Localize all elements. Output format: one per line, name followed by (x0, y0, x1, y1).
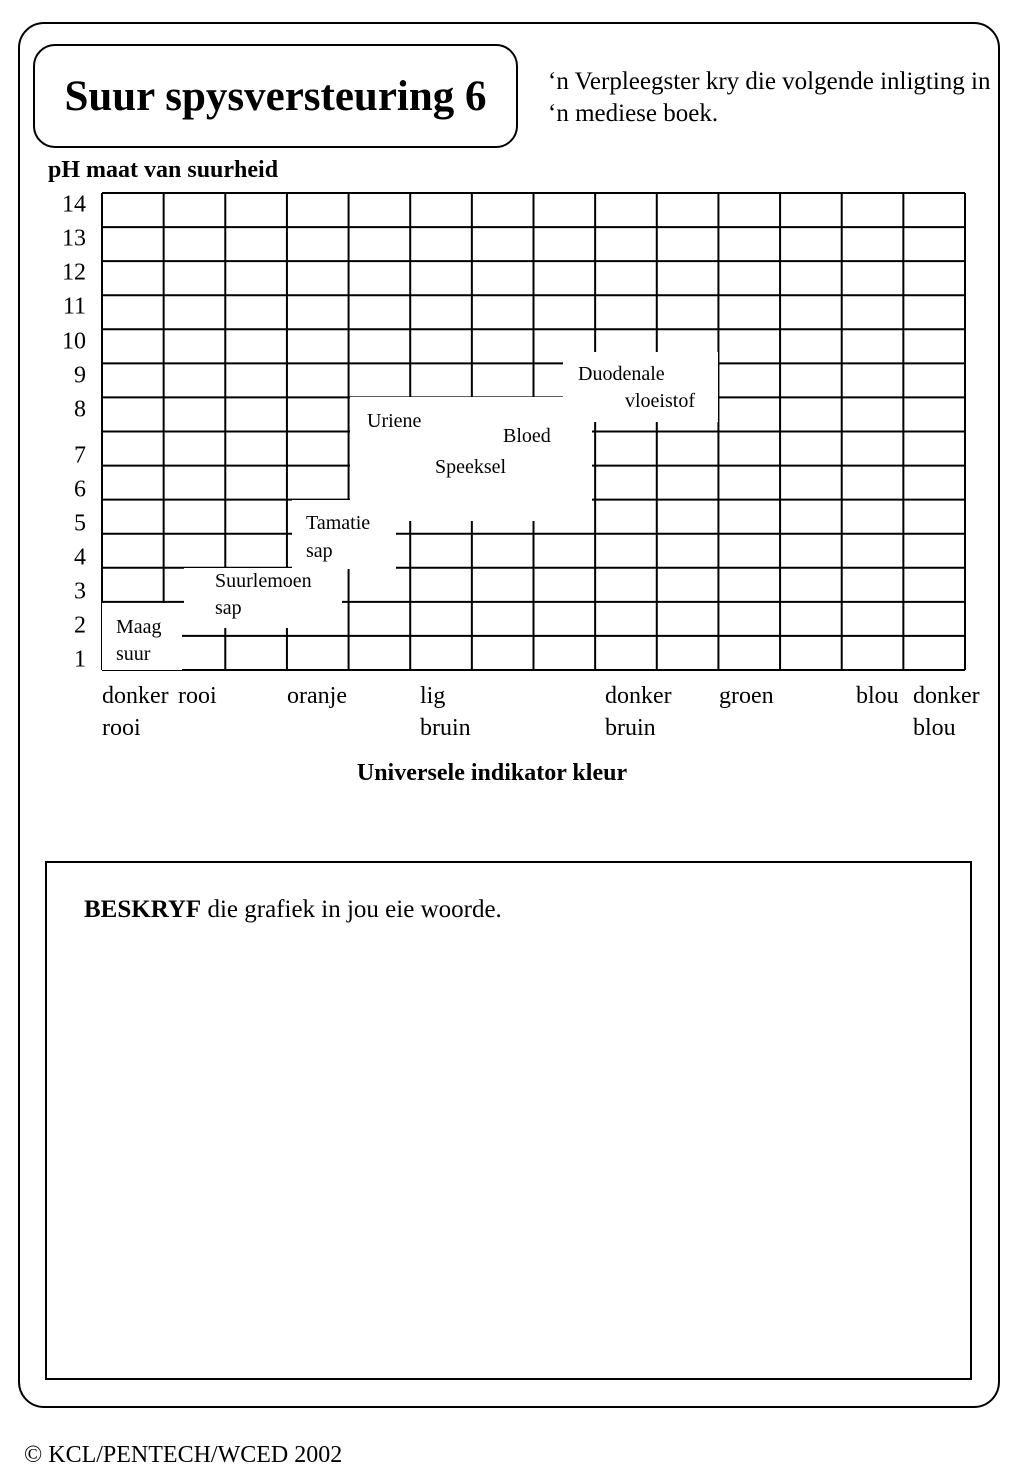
y-tick-label: 5 (74, 510, 86, 537)
y-tick-label: 12 (62, 259, 86, 286)
y-tick-label: 4 (74, 544, 86, 571)
y-tick-label: 13 (62, 225, 86, 252)
annotation-label: Maag (116, 616, 162, 638)
annotation-label: vloeistof (625, 390, 695, 412)
y-tick-label: 9 (74, 362, 86, 389)
y-tick-label: 11 (62, 293, 86, 320)
annotation-label: Tamatie (306, 512, 371, 534)
annotation-label: sap (215, 597, 242, 619)
y-tick-label: 3 (74, 578, 86, 605)
annotation-label: Duodenale (578, 363, 665, 385)
x-tick-label: bruin (420, 715, 471, 741)
answer-prompt-bold: BESKRYF (84, 896, 202, 923)
x-tick-label: blou (856, 683, 899, 709)
y-tick-label: 1 (74, 646, 86, 673)
answer-box[interactable] (45, 861, 972, 1380)
x-tick-label: rooi (102, 715, 141, 741)
copyright: © KCL/PENTECH/WCED 2002 (24, 1442, 343, 1468)
y-tick-label: 7 (74, 442, 86, 469)
x-tick-label: donker (102, 683, 169, 709)
answer-prompt-rest: die grafiek in jou eie woorde. (201, 896, 502, 923)
x-tick-label: oranje (287, 683, 347, 709)
page-title: Suur spysversteuring 6 (64, 72, 487, 120)
x-tick-label: bruin (605, 715, 656, 741)
x-tick-label: donker (913, 683, 980, 709)
y-tick-label: 2 (74, 612, 86, 639)
annotation-label: Speeksel (435, 456, 507, 478)
y-axis-title: pH maat van suurheid (48, 157, 279, 183)
annotation-label: Uriene (367, 410, 422, 432)
x-tick-label: lig (420, 683, 446, 709)
x-axis-title: Universele indikator kleur (356, 760, 628, 786)
y-tick-label: 14 (62, 191, 86, 218)
y-tick-label: 8 (74, 396, 86, 423)
annotation-label: sap (306, 540, 333, 562)
intro-text: ‘n Verpleegster kry die volgende inligting in ‘n mediese boek. (548, 68, 991, 127)
y-tick-label: 6 (74, 476, 86, 503)
y-tick-label: 10 (62, 328, 86, 355)
x-tick-label: groen (719, 683, 774, 709)
x-tick-label: blou (913, 715, 956, 741)
annotation-label: suur (116, 643, 151, 665)
annotation-label: Bloed (503, 425, 551, 447)
x-tick-label: donker (605, 683, 672, 709)
annotation-label: Suurlemoen (215, 570, 312, 592)
answer-prompt (84, 896, 502, 924)
x-tick-label: rooi (178, 683, 217, 709)
